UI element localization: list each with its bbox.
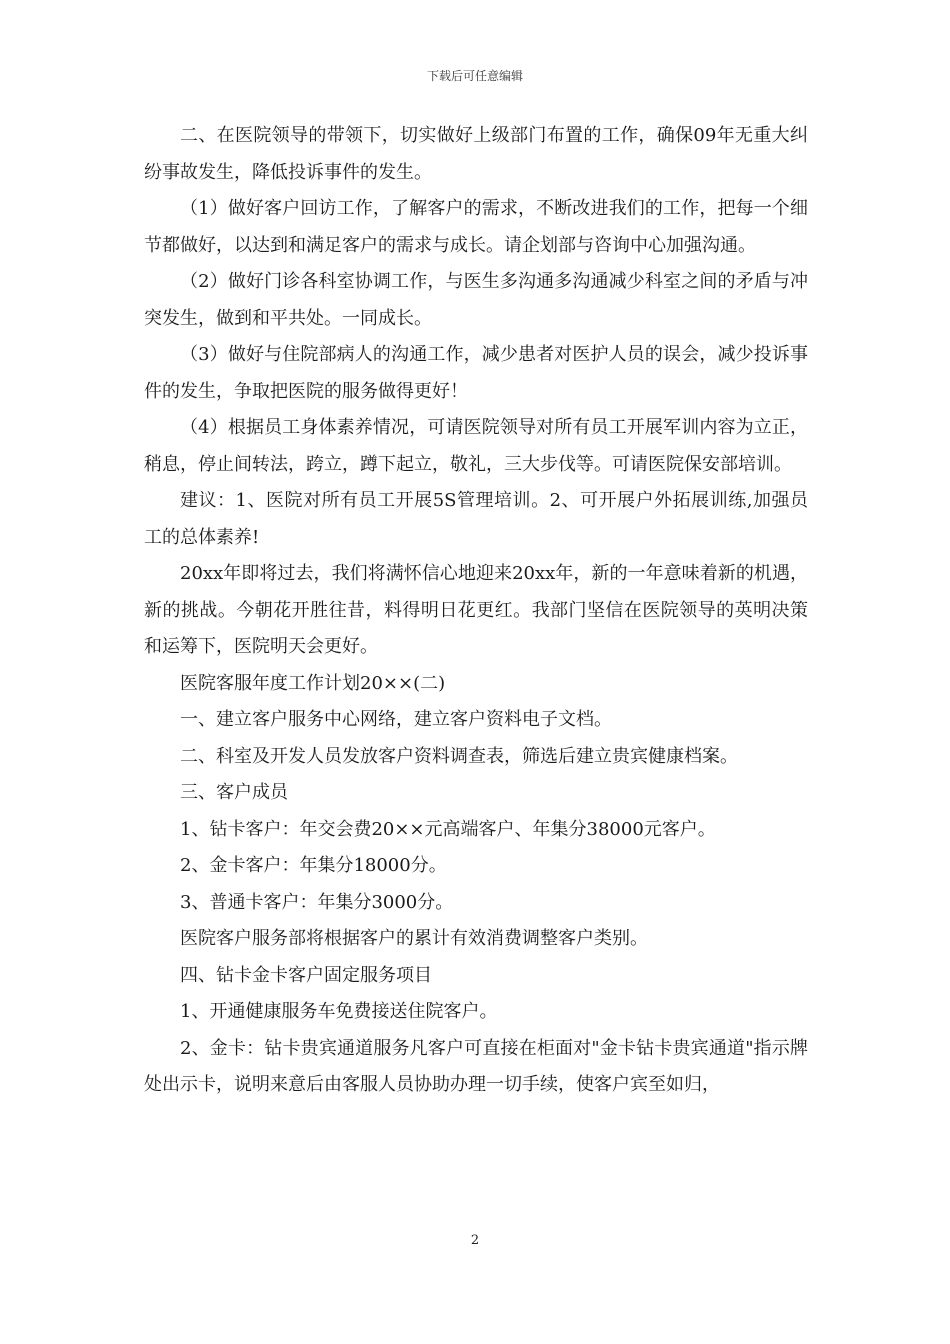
paragraph: 三、客户成员 bbox=[180, 782, 288, 803]
paragraph: （3）做好与住院部病人的沟通工作，减少患者对医护人员的误会，减少投诉事件的发生，争取把医院的服务做得更好！ bbox=[144, 344, 808, 402]
paragraph: 一、建立客户服务中心网络，建立客户资料电子文档。 bbox=[180, 709, 612, 730]
paragraph: 3、普通卡客户：年集分3000分。 bbox=[180, 891, 454, 913]
paragraph: 二、科室及开发人员发放客户资料调查表，筛选后建立贵宾健康档案。 bbox=[180, 745, 738, 767]
paragraph: （2）做好门诊各科室协调工作，与医生多沟通多沟通减少科室之间的矛盾与冲突发生，做到和平共处。一同成长。 bbox=[144, 271, 808, 329]
document-body bbox=[144, 118, 808, 1104]
paragraph: （1）做好客户回访工作，了解客户的需求，不断改进我们的工作，把每一个细节都做好，以达到和满足客户的需求与成长。请企划部与咨询中心加强沟通。 bbox=[144, 198, 808, 256]
paragraph: 2、金卡客户：年集分18000分。 bbox=[180, 855, 447, 876]
page-number: 2 bbox=[470, 1233, 480, 1248]
paragraph: 2、金卡：钻卡贵宾通道服务凡客户可直接在柜面对"金卡钻卡贵宾通道"指示牌处出示卡，说明来意后由客服人员协助办理一切手续，使客户宾至如归， bbox=[144, 1037, 808, 1095]
paragraph: 建议：1、医院对所有员工开展5S管理培训。2、可开展户外拓展训练,加强员工的总体素养! bbox=[144, 490, 808, 548]
paragraph: 1、开通健康服务车免费接送住院客户。 bbox=[180, 1001, 498, 1022]
page-header: 下载后可任意编辑 bbox=[426, 69, 523, 83]
paragraph: 四、钻卡金卡客户固定服务项目 bbox=[180, 964, 432, 986]
paragraph: （4）根据员工身体素养情况，可请医院领导对所有员工开展军训内容为立正，稍息，停止间转法，跨立，蹲下起立，敬礼，三大步伐等。可请医院保安部培训。 bbox=[144, 417, 808, 475]
paragraph: 二、在医院领导的带领下，切实做好上级部门布置的工作，确保09年无重大纠纷事故发生，降低投诉事件的发生。 bbox=[144, 125, 808, 183]
paragraph: 医院客户服务部将根据客户的累计有效消费调整客户类别。 bbox=[180, 928, 648, 949]
section-title: 医院客服年度工作计划20××(二) bbox=[180, 672, 446, 694]
paragraph: 20xx年即将过去，我们将满怀信心地迎来20xx年，新的一年意味着新的机遇，新的挑战。今朝花开胜往昔，料得明日花更红。我部门坚信在医院领导的英明决策和运筹下，医院明天会更好。 bbox=[144, 563, 808, 657]
paragraph: 1、钻卡客户：年交会费20××元高端客户、年集分38000元客户。 bbox=[180, 818, 716, 840]
